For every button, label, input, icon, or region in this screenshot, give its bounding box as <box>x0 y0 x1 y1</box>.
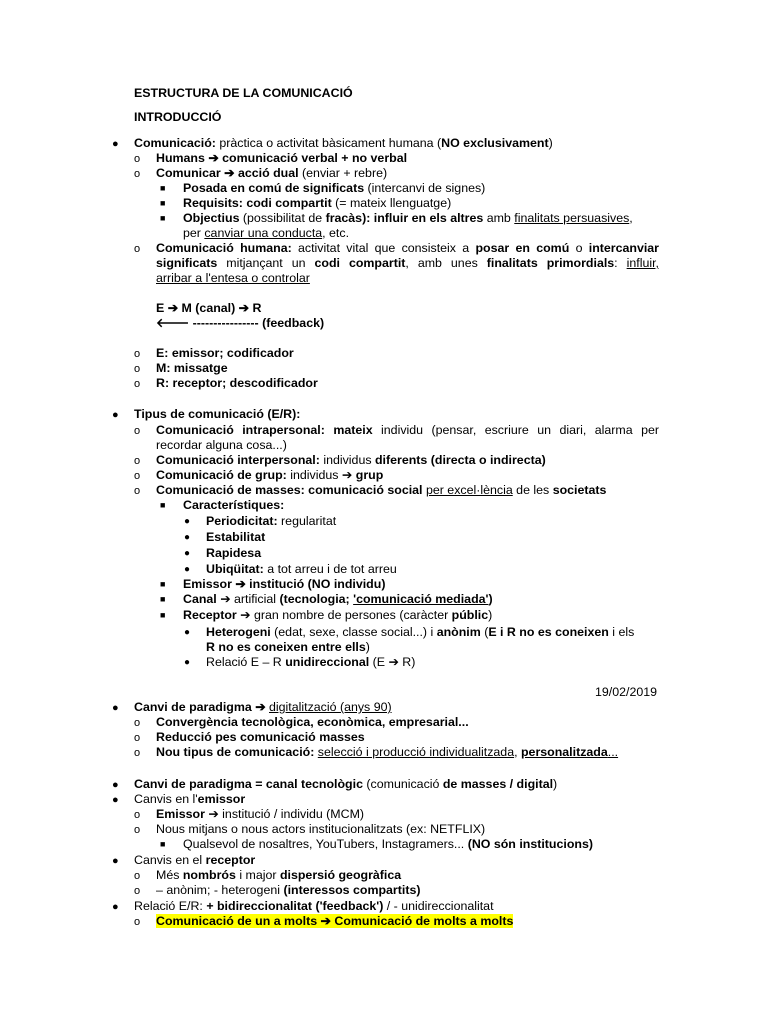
bullet-l3: ■ <box>160 610 166 620</box>
text-line: Reducció pes comunicació masses <box>156 730 365 744</box>
text-line: Convergència tecnològica, econòmica, empresarial... <box>156 715 469 729</box>
document-title: ESTRUCTURA DE LA COMUNICACIÓ <box>134 86 353 100</box>
text-line: – anònim; - heterogeni (interessos compartits) <box>156 883 421 897</box>
bullet-l2: o <box>134 870 141 882</box>
bullet-l4: ● <box>184 532 191 543</box>
bullet-l2: o <box>134 747 141 759</box>
bullet-l2: o <box>134 885 141 897</box>
text-line: Canvis en l'emissor <box>134 792 246 806</box>
bullet-l1: ● <box>112 702 119 714</box>
text-line: Periodicitat: regularitat <box>206 514 337 528</box>
bullet-l2: o <box>134 732 141 744</box>
bullet-l1: ● <box>112 794 119 806</box>
bullet-l2: o <box>134 455 141 467</box>
bullet-l3: ■ <box>160 500 166 510</box>
text-line: Qualsevol de nosaltres, YouTubers, Instagramers... (NO són institucions) <box>183 837 593 851</box>
text-line: E: emissor; codificador <box>156 346 294 360</box>
text-line: Comunicació interpersonal: individus diferents (directa o indirecta) <box>156 453 546 467</box>
bullet-l2: o <box>134 348 141 360</box>
text-line: Comunicar ➔ acció dual (enviar + rebre) <box>156 166 388 180</box>
bullet-l3: ■ <box>160 183 166 193</box>
text-line: significats mitjançant un codi compartit, amb unes finalitats primordials: influir, <box>156 256 659 270</box>
bullet-l4: ● <box>184 657 191 668</box>
text-line: Canvi de paradigma ➔ digitalització (anys 90) <box>134 700 392 714</box>
text-line: Estabilitat <box>206 530 266 544</box>
text-line: Emissor ➔ institució / individu (MCM) <box>156 807 365 821</box>
text-line: Comunicació intrapersonal: mateix individu (pensar, escriure un diari, alarma per <box>156 423 659 437</box>
text-line: Requisits: codi compartit (= mateix llenguatge) <box>183 196 452 210</box>
text-line: M: missatge <box>156 361 228 375</box>
bullet-l2: o <box>134 485 141 497</box>
bullet-l3: ■ <box>160 839 166 849</box>
text-line: Característiques: <box>183 498 285 512</box>
text-line: Humans ➔ comunicació verbal + no verbal <box>156 151 408 165</box>
text-line: Ubiqüitat: a tot arreu i de tot arreu <box>206 562 397 576</box>
bullet-l2: o <box>134 363 141 375</box>
bullet-l2: o <box>134 809 141 821</box>
bullet-l2: o <box>134 425 141 437</box>
text-line: Relació E/R: + bidireccionalitat ('feedback') / - unidireccionalitat <box>134 899 494 913</box>
bullet-l2: o <box>134 717 141 729</box>
text-line: Comunicació de grup: individus ➔ grup <box>156 468 384 482</box>
text-line: Canal ➔ artificial (tecnologia; 'comunicació mediada') <box>183 592 493 606</box>
bullet-l1: ● <box>112 409 119 421</box>
bullet-l2: o <box>134 243 141 255</box>
text-line: Comunicació: pràctica o activitat bàsicament humana (NO exclusivament) <box>134 136 553 150</box>
bullet-l4: ● <box>184 564 191 575</box>
bullet-l3: ■ <box>160 198 166 208</box>
text-line: Comunicació humana: activitat vital que consisteix a posar en comú o intercanviar <box>156 241 659 255</box>
bullet-l3: ■ <box>160 213 166 223</box>
text-line: R: receptor; descodificador <box>156 376 318 390</box>
section-heading: INTRODUCCIÓ <box>134 110 222 124</box>
bullet-l1: ● <box>112 855 119 867</box>
text-line: Posada en comú de significats (intercanvi de signes) <box>183 181 486 195</box>
text-line: Relació E – R unidireccional (E ➔ R) <box>206 655 416 669</box>
text-line: recordar alguna cosa...) <box>156 438 287 452</box>
schema-line: E ➔ M (canal) ➔ R <box>156 301 262 315</box>
bullet-l1: ● <box>112 138 119 150</box>
date-stamp: 19/02/2019 <box>595 685 658 699</box>
bullet-l2: o <box>134 470 141 482</box>
text-line: Més nombrós i major dispersió geogràfica <box>156 868 402 882</box>
bullet-l2: o <box>134 153 141 165</box>
text-line: Heterogeni (edat, sexe, classe social...) i anònim (E i R no es coneixen i els <box>206 625 635 639</box>
text-line: Nou tipus de comunicació: selecció i producció individualitzada, personalitzada... <box>156 745 619 759</box>
bullet-l2: o <box>134 168 141 180</box>
bullet-l4: ● <box>184 627 191 638</box>
bullet-l3: ■ <box>160 594 166 604</box>
text-line: Canvi de paradigma = canal tecnològic (comunicació de masses / digital) <box>134 777 558 791</box>
text-line: Rapidesa <box>206 546 262 560</box>
bullet-l2: o <box>134 378 141 390</box>
bullet-l2: o <box>134 824 141 836</box>
bullet-l3: ■ <box>160 579 166 589</box>
bullet-l4: ● <box>184 516 191 527</box>
bullet-l1: ● <box>112 779 119 791</box>
text-line: Comunicació de masses: comunicació social per excel·lència de les societats <box>156 483 607 497</box>
bullet-l2: o <box>134 916 141 928</box>
text-line: Receptor ➔ gran nombre de persones (caràcter públic) <box>183 608 493 622</box>
text-line: Emissor ➔ institució (NO individu) <box>183 577 386 591</box>
text-line: arribar a l'entesa o controlar <box>156 271 310 285</box>
text-line: Canvis en el receptor <box>134 853 256 867</box>
text-line: R no es coneixen entre ells) <box>206 640 370 654</box>
highlighted-line: Comunicació de un a molts ➔ Comunicació de molts a molts <box>156 914 514 928</box>
bullet-l1: ● <box>112 901 119 913</box>
text-line: Tipus de comunicació (E/R): <box>134 407 301 421</box>
schema-line: 🡐 ---------------- (feedback) <box>156 316 325 330</box>
bullet-l4: ● <box>184 548 191 559</box>
text-line: Nous mitjans o nous actors institucionalitzats (ex: NETFLIX) <box>156 822 486 836</box>
text-line: Objectius (possibilitat de fracàs): influir en els altres amb finalitats persuasives, <box>183 211 633 225</box>
text-line: per canviar una conducta, etc. <box>183 226 350 240</box>
